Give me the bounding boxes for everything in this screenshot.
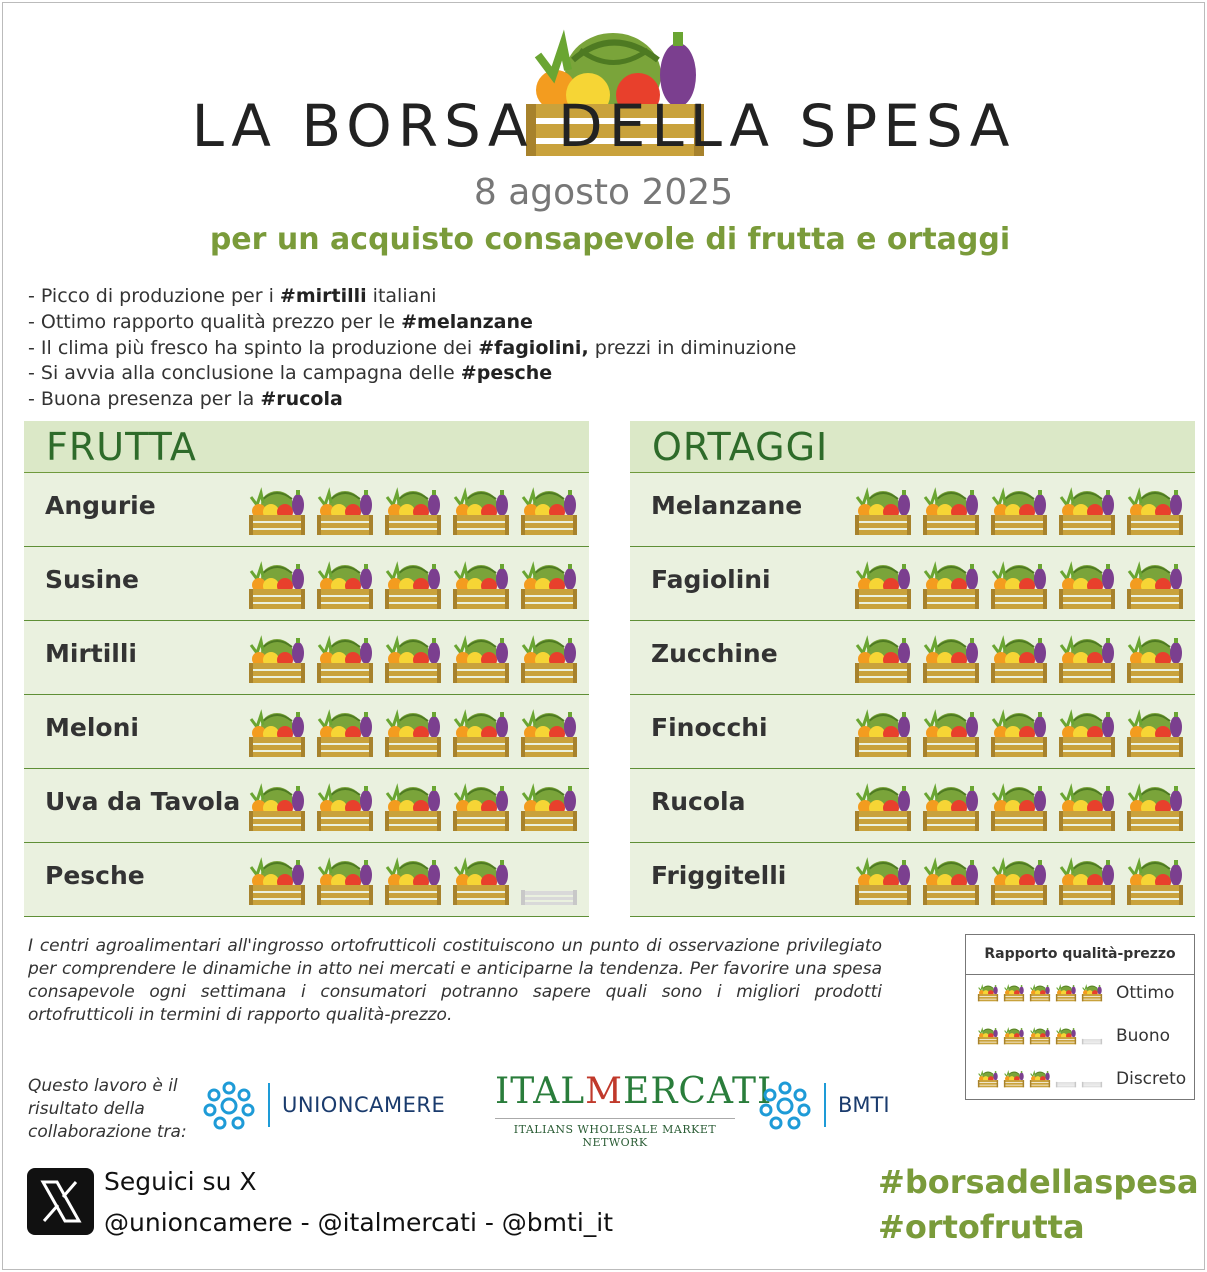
rating-crates <box>853 783 1185 833</box>
table-row <box>630 843 1195 917</box>
page-title: LA BORSA DELLA SPESA <box>191 92 1016 160</box>
note-line: - Ottimo rapporto qualità prezzo per le #melanzane <box>28 310 533 333</box>
table-row <box>630 547 1195 621</box>
vegetable-crate-icon <box>921 487 981 537</box>
product-name: Finocchi <box>651 713 768 742</box>
vegetable-crate-icon <box>247 487 307 537</box>
vegetable-crate-icon <box>853 635 913 685</box>
product-name: Rucola <box>651 787 746 816</box>
vegetable-crate-icon <box>451 857 511 907</box>
empty-crate-icon <box>1054 1070 1078 1088</box>
vegetable-crate-icon <box>1054 1027 1078 1045</box>
note-line: - Il clima più fresco ha spinto la produzione dei #fagiolini, prezzi in diminuzione <box>28 336 797 359</box>
vegetable-crate-icon <box>315 561 375 611</box>
vegetable-crate-icon <box>853 857 913 907</box>
empty-crate-icon <box>1080 1070 1104 1088</box>
vegetable-crate-icon <box>519 487 579 537</box>
table-row <box>630 621 1195 695</box>
vegetable-crate-icon <box>383 561 443 611</box>
vegetable-crate-icon <box>989 709 1049 759</box>
product-name: Susine <box>45 565 140 594</box>
table-row <box>630 695 1195 769</box>
rating-crates <box>247 783 579 833</box>
product-name: Melanzane <box>651 491 803 520</box>
hashtag[interactable]: #borsadellaspesa <box>878 1163 1199 1201</box>
description-text: I centri agroalimentari all'ingrosso ortofrutticoli costituiscono un punto di osservazione privilegiato per comprendere le dinamiche in atto nei mercati e anticiparne la tendenza. Per favorire una spesa consapevole ogni settimana i consumatori potranno sapere quali sono i migliori prodotti ortofrutticoli in termini di rapporto qualità-prezzo. <box>28 936 882 1025</box>
vegetable-crate-icon <box>315 857 375 907</box>
vegetable-crate-icon <box>1125 561 1185 611</box>
rating-crates <box>853 561 1185 611</box>
vegetable-crate-icon <box>989 561 1049 611</box>
vegetable-crate-icon <box>451 561 511 611</box>
rating-crates <box>853 857 1185 907</box>
vegetable-crate-icon <box>1002 1027 1026 1045</box>
legend-label: Discreto <box>1116 1069 1187 1089</box>
legend-label: Buono <box>1116 1026 1171 1046</box>
logo-separator <box>268 1083 270 1127</box>
vegetable-crate-icon <box>1028 984 1052 1002</box>
table-row <box>24 621 589 695</box>
product-name: Uva da Tavola <box>45 787 241 816</box>
rating-crates <box>247 709 579 759</box>
vegetable-crate-icon <box>976 1027 1000 1045</box>
vegetable-crate-icon <box>853 783 913 833</box>
table-row <box>24 695 589 769</box>
vegetable-crate-icon <box>1125 783 1185 833</box>
product-name: Pesche <box>45 861 145 890</box>
table-row <box>24 843 589 917</box>
rating-crates <box>247 561 579 611</box>
vegetable-crate-icon <box>383 635 443 685</box>
vegetable-crate-icon <box>451 487 511 537</box>
vegetable-crate-icon <box>921 857 981 907</box>
product-name: Zucchine <box>651 639 778 668</box>
vegetable-crate-icon <box>1028 1070 1052 1088</box>
italmercati-logo[interactable] <box>495 1071 773 1149</box>
product-name: Angurie <box>45 491 156 520</box>
vegetable-crate-icon <box>853 709 913 759</box>
vegetable-crate-icon <box>519 783 579 833</box>
vegetable-crate-icon <box>519 709 579 759</box>
vegetable-crate-icon <box>1080 984 1104 1002</box>
page-date: 8 agosto 2025 <box>473 172 734 213</box>
ortaggi-panel <box>630 421 1195 917</box>
table-row <box>24 769 589 843</box>
vegetable-crate-icon <box>853 561 913 611</box>
vegetable-crate-icon <box>383 487 443 537</box>
vegetable-crate-icon <box>1125 709 1185 759</box>
table-row <box>630 473 1195 547</box>
vegetable-crate-icon <box>1057 561 1117 611</box>
social-handles[interactable]: @unioncamere - @italmercati - @bmti_it <box>104 1208 614 1237</box>
vegetable-crate-icon <box>1125 635 1185 685</box>
rating-crates <box>853 487 1185 537</box>
vegetable-crate-icon <box>989 857 1049 907</box>
vegetable-crate-icon <box>989 783 1049 833</box>
legend-row <box>976 1026 1170 1046</box>
vegetable-crate-icon <box>451 635 511 685</box>
frutta-header: FRUTTA <box>24 421 589 473</box>
vegetable-crate-icon <box>315 487 375 537</box>
table-row <box>630 769 1195 843</box>
page-subtitle: per un acquisto consapevole di frutta e ortaggi <box>209 222 1011 257</box>
frutta-panel <box>24 421 589 917</box>
x-logo-icon[interactable] <box>27 1168 94 1235</box>
network-logo-icon <box>202 1080 256 1130</box>
news-notes <box>28 284 796 413</box>
legend-row <box>976 1069 1186 1089</box>
vegetable-crate-icon <box>853 487 913 537</box>
table-row <box>24 547 589 621</box>
rating-crates <box>853 635 1185 685</box>
vegetable-crate-icon <box>383 783 443 833</box>
vegetable-crate-icon <box>1002 1070 1026 1088</box>
vegetable-crate-icon <box>247 783 307 833</box>
note-line: - Picco di produzione per i #mirtilli italiani <box>28 285 437 307</box>
bmti-label: BMTI <box>838 1093 890 1117</box>
network-logo-icon <box>758 1080 812 1130</box>
empty-crate-icon <box>1080 1027 1104 1045</box>
vegetable-crate-icon <box>315 709 375 759</box>
vegetable-crate-icon <box>383 709 443 759</box>
vegetable-crate-icon <box>451 709 511 759</box>
note-line: - Si avvia alla conclusione la campagna delle #pesche <box>28 362 553 385</box>
rating-crates <box>247 857 579 907</box>
follow-text: Seguici su X <box>104 1167 257 1196</box>
vegetable-crate-icon <box>1002 984 1026 1002</box>
product-name: Fagiolini <box>651 565 771 594</box>
italmercati-wordmark: ITALMERCATI <box>495 1071 773 1112</box>
vegetable-crate-icon <box>451 783 511 833</box>
vegetable-crate-icon <box>921 783 981 833</box>
product-name: Mirtilli <box>45 639 138 668</box>
legend-crates <box>976 1027 1106 1045</box>
vegetable-crate-icon <box>1057 635 1117 685</box>
vegetable-crate-icon <box>247 561 307 611</box>
hashtags <box>878 1160 1199 1250</box>
ortaggi-header: ORTAGGI <box>630 421 1195 473</box>
legend-crates <box>976 1070 1106 1088</box>
product-name: Friggitelli <box>651 861 787 890</box>
vegetable-crate-icon <box>247 857 307 907</box>
vegetable-crate-icon <box>1054 984 1078 1002</box>
unioncamere-logo[interactable] <box>202 1080 445 1130</box>
vegetable-crate-icon <box>1125 487 1185 537</box>
vegetable-crate-icon <box>1057 487 1117 537</box>
vegetable-crate-icon <box>315 635 375 685</box>
rating-crates <box>853 709 1185 759</box>
vegetable-crate-icon <box>921 561 981 611</box>
vegetable-crate-icon <box>519 635 579 685</box>
logo-separator <box>824 1083 826 1127</box>
table-row <box>24 473 589 547</box>
vegetable-crate-icon <box>989 635 1049 685</box>
vegetable-crate-icon <box>519 561 579 611</box>
empty-crate-icon <box>519 857 579 907</box>
legend-title: Rapporto qualità-prezzo <box>966 935 1194 975</box>
vegetable-crate-icon <box>976 984 1000 1002</box>
unioncamere-label: UNIONCAMERE <box>282 1093 446 1117</box>
vegetable-crate-icon <box>921 709 981 759</box>
vegetable-crate-icon <box>1028 1027 1052 1045</box>
legend-crates <box>976 984 1106 1002</box>
vegetable-crate-icon <box>383 857 443 907</box>
legend-row <box>976 983 1174 1003</box>
rating-legend <box>965 934 1195 1100</box>
legend-label: Ottimo <box>1116 983 1175 1003</box>
rating-crates <box>247 635 579 685</box>
vegetable-crate-icon <box>315 783 375 833</box>
vegetable-crate-icon <box>1125 857 1185 907</box>
vegetable-crate-icon <box>989 487 1049 537</box>
vegetable-crate-icon <box>247 709 307 759</box>
note-line: - Buona presenza per la #rucola <box>28 388 343 411</box>
italmercati-tagline: ITALIANS WHOLESALE MARKET NETWORK <box>495 1118 735 1149</box>
collaboration-text: Questo lavoro è il risultato della collaborazione tra: <box>28 1076 187 1142</box>
vegetable-crate-icon <box>1057 783 1117 833</box>
bmti-logo[interactable] <box>758 1080 890 1130</box>
vegetable-crate-icon <box>976 1070 1000 1088</box>
vegetable-crate-icon <box>1057 857 1117 907</box>
vegetable-crate-icon <box>247 635 307 685</box>
hashtag[interactable]: #ortofrutta <box>878 1208 1085 1246</box>
product-name: Meloni <box>45 713 139 742</box>
vegetable-crate-icon <box>1057 709 1117 759</box>
vegetable-crate-icon <box>921 635 981 685</box>
rating-crates <box>247 487 579 537</box>
